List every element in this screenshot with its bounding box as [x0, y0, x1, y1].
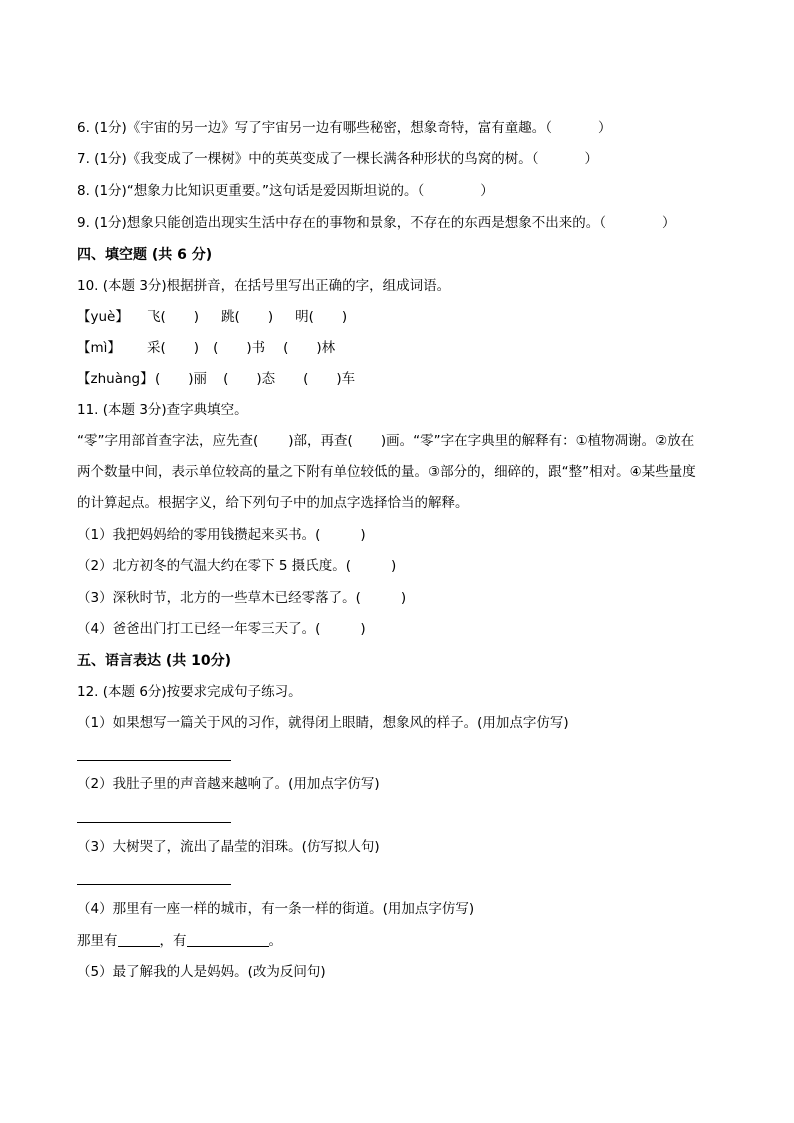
question-12-sub-4-answer: 那里有 ，有 。 — [77, 933, 282, 949]
question-12-stem: 12. (本题 6分)按要求完成句子练习。 — [77, 684, 302, 700]
question-9: 9. (1分)想象只能创造出现实生活中存在的事物和景象，不存在的东西是想象不出来的。（ ） — [77, 215, 676, 231]
question-11-stem: 11. (本题 3分)查字典填空。 — [77, 402, 248, 418]
question-11-sub-4: （4）爸爸出门打工已经一年零三天了。( ) — [77, 621, 366, 637]
question-11-para-line-3: 的计算起点。根据字义，给下列句子中的加点字选择恰当的解释。 — [77, 495, 469, 511]
section-4-title: 四、填空题 (共 6 分) — [77, 247, 213, 263]
question-12-sub-3: （3）大树哭了，流出了晶莹的泪珠。(仿写拟人句) — [77, 839, 380, 855]
blank-2[interactable] — [187, 932, 269, 947]
question-7: 7. (1分)《我变成了一棵树》中的英英变成了一棵长满各种形状的鸟窝的树。（ ） — [77, 151, 599, 167]
pinyin-row-zhuang: 【zhuàng】( )丽 ( )态 ( )车 — [77, 371, 356, 387]
question-12-sub-2: （2）我肚子里的声音越来越响了。(用加点字仿写) — [77, 776, 380, 792]
question-12-sub-1: （1）如果想写一篇关于风的习作，就得闭上眼睛，想象风的样子。(用加点字仿写) — [77, 715, 569, 731]
question-12-sub-4: （4）那里有一座一样的城市，有一条一样的街道。(用加点字仿写) — [77, 901, 475, 917]
pinyin-row-yue: 【yuè】 飞( ) 跳( ) 明( ) — [77, 309, 348, 325]
question-11-para-line-2: 两个数量中间，表示单位较高的量之下附有单位较低的量。③部分的，细碎的，跟“整”相对。④某些量度 — [77, 464, 696, 480]
section-5-title: 五、语言表达 (共 10分) — [77, 653, 232, 669]
pinyin-row-mi: 【mì】 采( ) ( )书 ( )林 — [77, 340, 336, 356]
question-10-stem: 10. (本题 3分)根据拼音，在括号里写出正确的字，组成词语。 — [77, 278, 451, 294]
answer-line-2[interactable] — [77, 822, 231, 823]
blank-1[interactable] — [118, 932, 160, 947]
question-6: 6. (1分)《宇宙的另一边》写了宇宙另一边有哪些秘密，想象奇特，富有童趣。（ ） — [77, 120, 612, 136]
question-8: 8. (1分)“想象力比知识更重要。”这句话是爱因斯坦说的。（ ） — [77, 183, 494, 199]
answer-line-1[interactable] — [77, 760, 231, 761]
question-11-sub-2: （2）北方初冬的气温大约在零下 5 摄氏度。( ) — [77, 558, 397, 574]
question-11-para-line-1: “零”字用部首查字法，应先查( )部，再查( )画。“零”字在字典里的解释有：①植物凋谢。②放在 — [77, 433, 695, 449]
question-11-sub-1: （1）我把妈妈给的零用钱攒起来买书。( ) — [77, 527, 366, 543]
answer-line-3[interactable] — [77, 884, 231, 885]
question-11-sub-3: （3）深秋时节，北方的一些草木已经零落了。( ) — [77, 590, 407, 606]
question-12-sub-5: （5）最了解我的人是妈妈。(改为反问句) — [77, 964, 326, 980]
